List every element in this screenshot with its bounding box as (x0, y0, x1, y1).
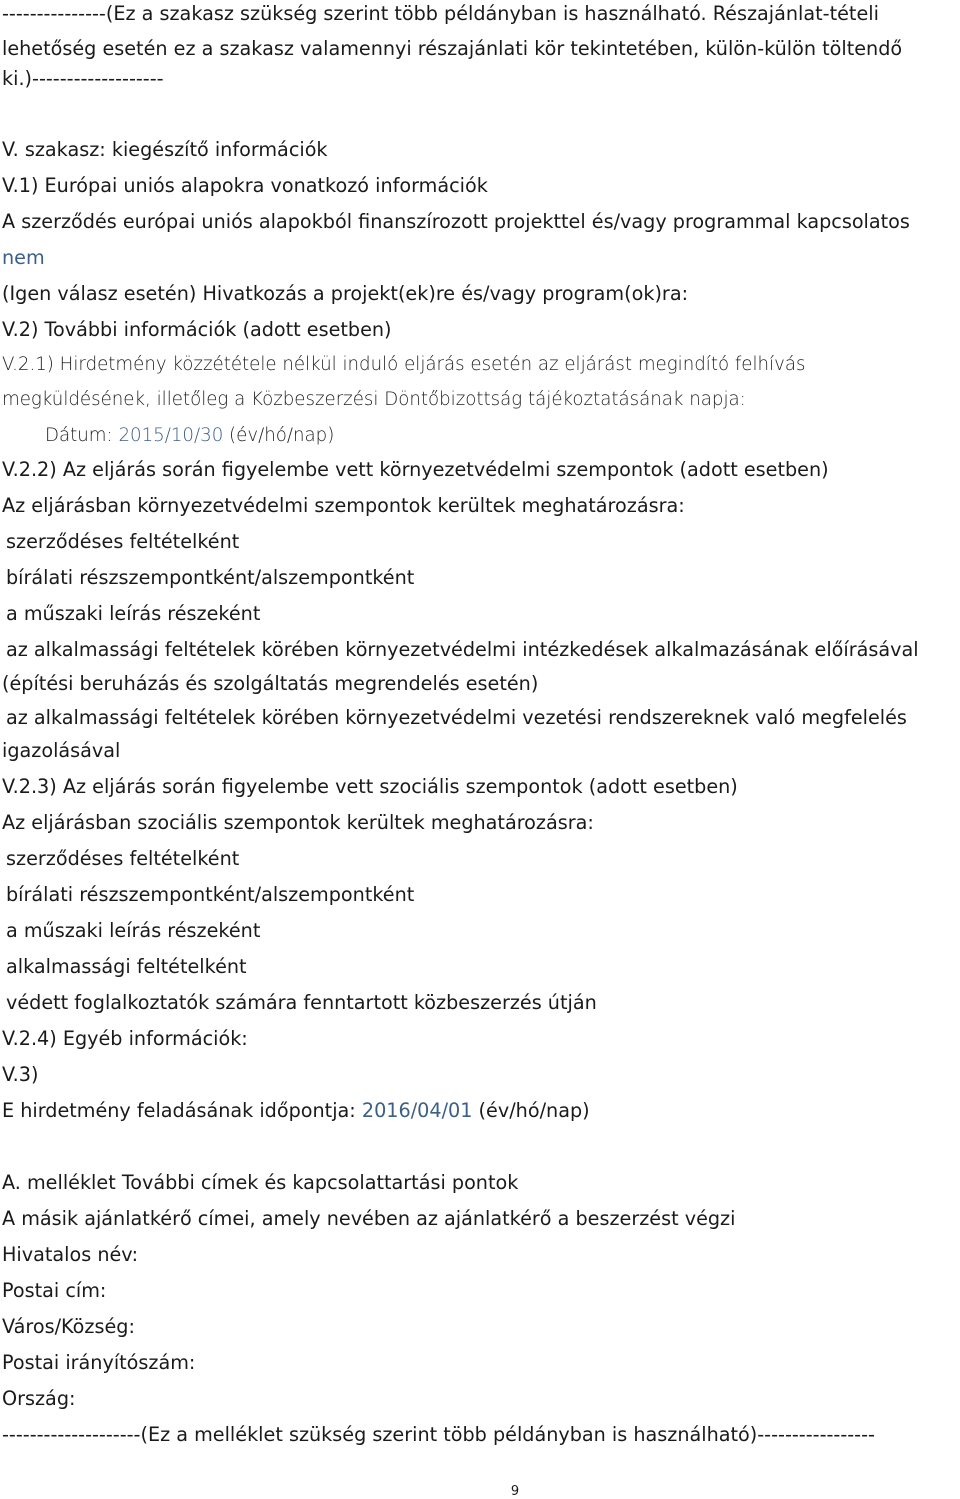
annex-field-country: Ország: (2, 1387, 76, 1410)
sent-date-format: (év/hó/nap) (472, 1099, 590, 1122)
v23-option: szerződéses feltételként (6, 847, 240, 870)
v23-option: alkalmassági feltételként (6, 955, 247, 978)
annex-title: A. melléklet További címek és kapcsolattartási pontok (2, 1171, 519, 1194)
v3-title: V.3) (2, 1063, 39, 1086)
v23-title: V.2.3) Az eljárás során figyelembe vett szociális szempontok (adott esetben) (2, 775, 738, 798)
annex-footer-note: --------------------(Ez a melléklet szükség szerint több példányban is használható)----------------- (2, 1423, 875, 1446)
v22-option: az alkalmassági feltételek körében környezetvédelmi vezetési rendszereknek való megfelelés (6, 706, 907, 729)
header-line: ki.)------------------- (2, 67, 164, 90)
v1-question: A szerződés európai uniós alapokból finanszírozott projekttel és/vagy programmal kapcsolatos (2, 210, 910, 233)
v23-option: bírálati részszempontként/alszempontként (6, 883, 415, 906)
v22-option-cont: (építési beruházás és szolgáltatás megrendelés esetén) (2, 672, 539, 695)
date-row (45, 427, 334, 445)
page-number: 9 (510, 1484, 520, 1499)
section-title: V. szakasz: kiegészítő információk (2, 138, 328, 161)
date-label: Dátum: (45, 425, 119, 446)
v22-option: szerződéses feltételként (6, 530, 240, 553)
v23-option: védett foglalkoztatók számára fenntartott közbeszerzés útján (6, 991, 597, 1014)
annex-field-city: Város/Község: (2, 1315, 135, 1338)
sent-date-row (2, 1101, 590, 1120)
date-format: (év/hó/nap) (223, 425, 335, 446)
v23-option: a műszaki leírás részeként (6, 919, 261, 942)
annex-field-name: Hivatalos név: (2, 1243, 139, 1266)
v22-title: V.2.2) Az eljárás során figyelembe vett környezetvédelmi szempontok (adott esetben) (2, 458, 829, 481)
v2-title: V.2) További információk (adott esetben) (2, 318, 392, 341)
v21-line: V.2.1) Hirdetmény közzététele nélkül induló eljárás esetén az eljárást megindító felhívás (2, 354, 806, 375)
annex-subtitle: A másik ajánlatkérő címei, amely nevében az ajánlatkérő a beszerzést végzi (2, 1207, 736, 1230)
v1-reference: (Igen válasz esetén) Hivatkozás a projekt(ek)re és/vagy program(ok)ra: (2, 282, 689, 305)
v22-option-cont: igazolásával (2, 739, 121, 762)
v22-option: az alkalmassági feltételek körében környezetvédelmi intézkedések alkalmazásának előírásával (6, 638, 919, 661)
v21-line: megküldésének, illetőleg a Közbeszerzési Döntőbizottság tájékoztatásának napja: (2, 389, 746, 410)
v24-title: V.2.4) Egyéb információk: (2, 1027, 248, 1050)
v1-answer: nem (2, 246, 45, 269)
v22-intro: Az eljárásban környezetvédelmi szempontok kerültek meghatározásra: (2, 494, 685, 517)
v22-option: a műszaki leírás részeként (6, 602, 261, 625)
v22-option: bírálati részszempontként/alszempontként (6, 566, 415, 589)
sent-date-label: E hirdetmény feladásának időpontja: (2, 1099, 362, 1122)
v23-intro: Az eljárásban szociális szempontok kerültek meghatározásra: (2, 811, 594, 834)
v1-title: V.1) Európai uniós alapokra vonatkozó információk (2, 174, 488, 197)
annex-field-address: Postai cím: (2, 1279, 107, 1302)
header-line: lehetőség esetén ez a szakasz valamennyi részajánlati kör tekintetében, külön-külön töltendő (2, 37, 903, 60)
header-line: ---------------(Ez a szakasz szükség szerint több példányban is használható. Részajánlat-tételi (2, 2, 879, 25)
annex-field-postcode: Postai irányítószám: (2, 1351, 196, 1374)
sent-date-value: 2016/04/01 (361, 1099, 473, 1122)
date-value: 2015/10/30 (118, 425, 224, 446)
